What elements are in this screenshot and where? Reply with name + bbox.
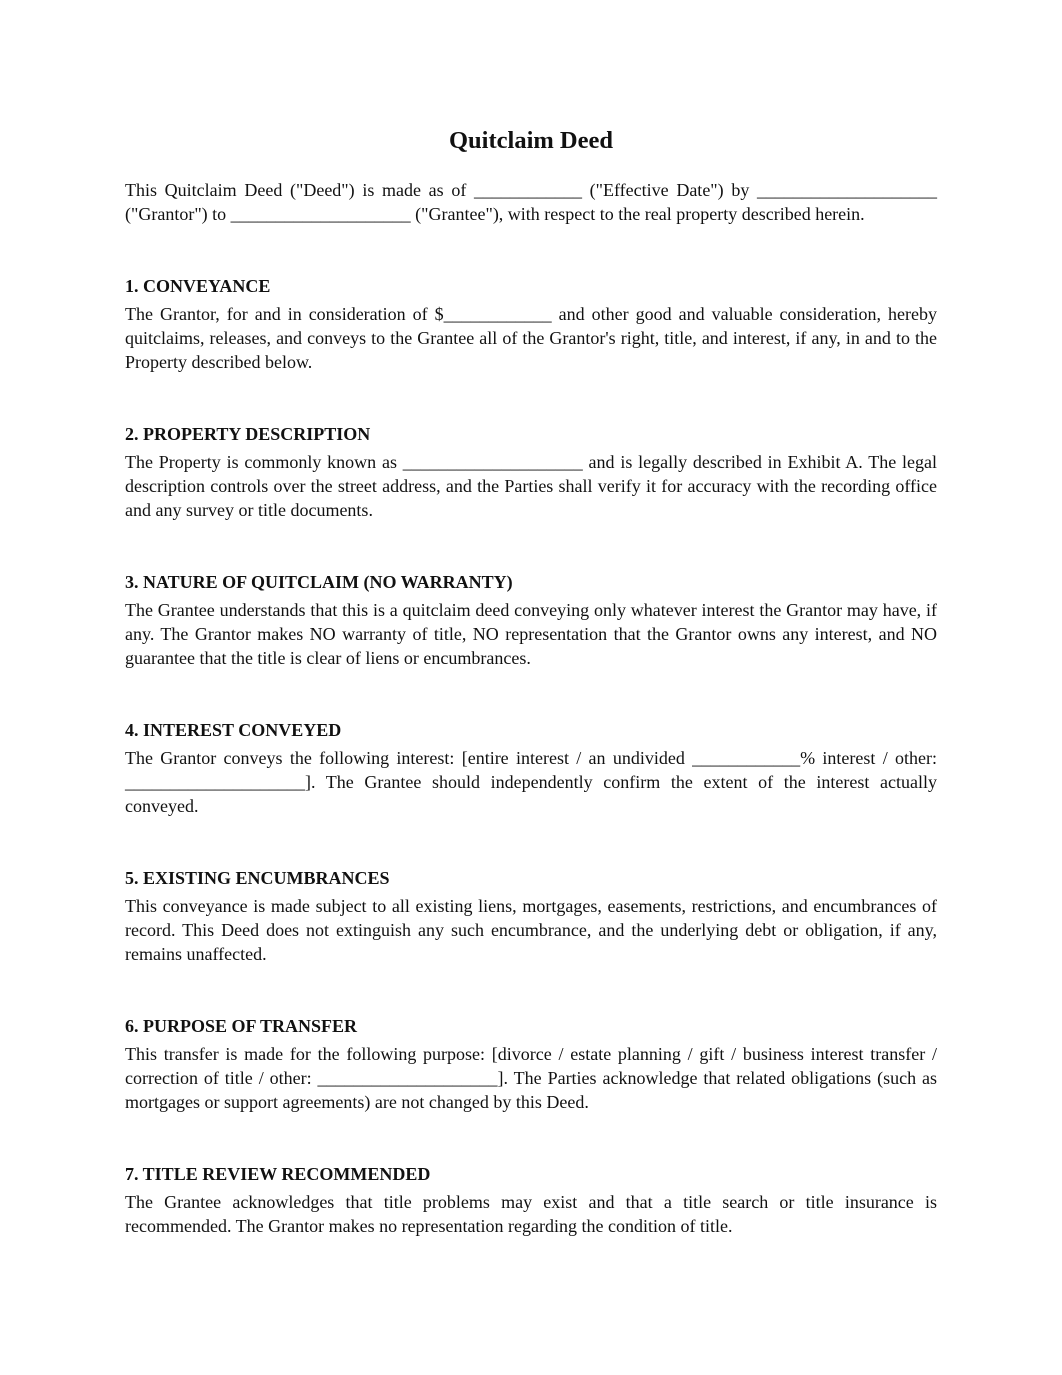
- section-purpose-of-transfer: [125, 1014, 937, 1114]
- section-property-description: [125, 422, 937, 522]
- section-existing-encumbrances: [125, 866, 937, 966]
- section-nature-of-quitclaim: [125, 570, 937, 670]
- section-body: The Grantor conveys the following interest: [entire interest / an undivided ____________% interest / other: ____________________]. The Grantee should independently confirm the extent of the interest actually conveyed.: [125, 748, 937, 816]
- section-heading: 3. NATURE OF QUITCLAIM (NO WARRANTY): [125, 572, 513, 592]
- section-heading: 5. EXISTING ENCUMBRANCES: [125, 868, 390, 888]
- document-body: [125, 126, 937, 1238]
- document-title: Quitclaim Deed: [449, 127, 613, 154]
- section-heading: 2. PROPERTY DESCRIPTION: [125, 424, 371, 444]
- section-heading: 4. INTEREST CONVEYED: [125, 720, 342, 740]
- section-heading: 1. CONVEYANCE: [125, 276, 271, 296]
- section-body: This conveyance is made subject to all existing liens, mortgages, easements, restrictions, and encumbrances of record. This Deed does not extinguish any such encumbrance, and the underlying debt or obligation, if any, remains unaffected.: [125, 896, 937, 964]
- section-heading: 6. PURPOSE OF TRANSFER: [125, 1016, 358, 1036]
- section-title-review: [125, 1162, 937, 1238]
- section-body: The Grantee acknowledges that title problems may exist and that a title search or title insurance is recommended. The Grantor makes no representation regarding the condition of title.: [125, 1192, 937, 1236]
- section-body: The Property is commonly known as ____________________ and is legally described in Exhibit A. The legal description controls over the street address, and the Parties shall verify it for accuracy with the recording office and any survey or title documents.: [125, 452, 937, 520]
- intro-paragraph: This Quitclaim Deed ("Deed") is made as of ____________ ("Effective Date") by ____________________ ("Grantor") to ____________________ ("Grantee"), with respect to the real property described herein.: [125, 180, 937, 224]
- section-body: This transfer is made for the following purpose: [divorce / estate planning / gift / business interest transfer / correction of title / other: ____________________]. The Parties acknowledge that related obligations (such as mortgages or support agreements) are not changed by this Deed.: [125, 1044, 937, 1112]
- section-interest-conveyed: [125, 718, 937, 818]
- section-conveyance: [125, 274, 937, 374]
- section-body: The Grantee understands that this is a quitclaim deed conveying only whatever interest the Grantor may have, if any. The Grantor makes NO warranty of title, NO representation that the Grantor owns any interest, and NO guarantee that the title is clear of liens or encumbrances.: [125, 600, 937, 668]
- section-body: The Grantor, for and in consideration of $____________ and other good and valuable consideration, hereby quitclaims, releases, and conveys to the Grantee all of the Grantor's right, title, and interest, if any, in and to the Property described below.: [125, 304, 937, 372]
- section-heading: 7. TITLE REVIEW RECOMMENDED: [125, 1164, 431, 1184]
